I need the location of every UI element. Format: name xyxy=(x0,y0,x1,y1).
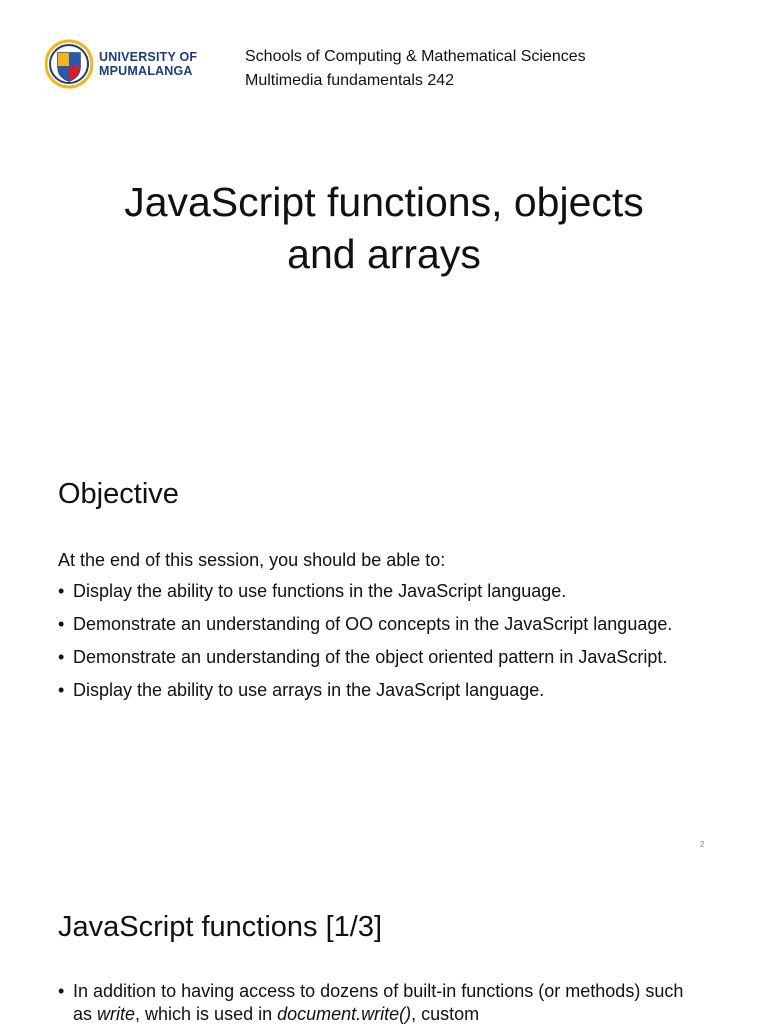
functions-list xyxy=(58,980,698,1024)
logo-line-2: MPUMALANGA xyxy=(99,64,193,78)
list-item-text: Display the ability to use arrays in the JavaScript language. xyxy=(73,680,545,700)
functions-heading: JavaScript functions [1/3] xyxy=(58,911,382,943)
list-item xyxy=(58,980,698,1024)
university-logo xyxy=(45,33,215,95)
objective-heading: Objective xyxy=(58,478,179,510)
objective-intro: At the end of this session, you should be able to: xyxy=(58,550,446,570)
list-item xyxy=(58,646,708,669)
list-item xyxy=(58,613,708,636)
code-term: document.write() xyxy=(277,1004,412,1024)
list-item-text: Demonstrate an understanding of the object oriented pattern in JavaScript. xyxy=(73,647,668,667)
bullet-icon: • xyxy=(58,981,65,1001)
bullet-icon: • xyxy=(58,680,65,700)
bullet-icon: • xyxy=(58,647,65,667)
slide-title xyxy=(0,176,768,280)
text-run: , which is used in xyxy=(135,1004,278,1024)
school-info xyxy=(245,45,586,93)
code-term: write xyxy=(97,1004,136,1024)
objective-list xyxy=(58,580,708,712)
slide-title-line-1: JavaScript functions, objects xyxy=(124,179,644,225)
list-item-text: Display the ability to use functions in the JavaScript language. xyxy=(73,581,567,601)
list-item-text: Demonstrate an understanding of OO concepts in the JavaScript language. xyxy=(73,614,673,634)
logo-wordmark xyxy=(99,50,197,78)
logo-line-1: UNIVERSITY OF xyxy=(99,50,198,64)
list-item-text xyxy=(73,981,683,1024)
bullet-icon: • xyxy=(58,581,65,601)
text-run: , custom xyxy=(411,1004,480,1024)
university-crest-icon xyxy=(45,39,93,89)
text-run: In addition to having access to dozens of built-in functions (or methods) such as xyxy=(73,981,684,1024)
slide-title-line-2: and arrays xyxy=(287,231,481,277)
school-name: Schools of Computing & Mathematical Sciences xyxy=(245,48,586,65)
bullet-icon: • xyxy=(58,614,65,634)
list-item xyxy=(58,580,708,603)
course-name: Multimedia fundamentals 242 xyxy=(245,72,455,89)
page-number: 2 xyxy=(700,840,705,849)
list-item xyxy=(58,679,708,702)
